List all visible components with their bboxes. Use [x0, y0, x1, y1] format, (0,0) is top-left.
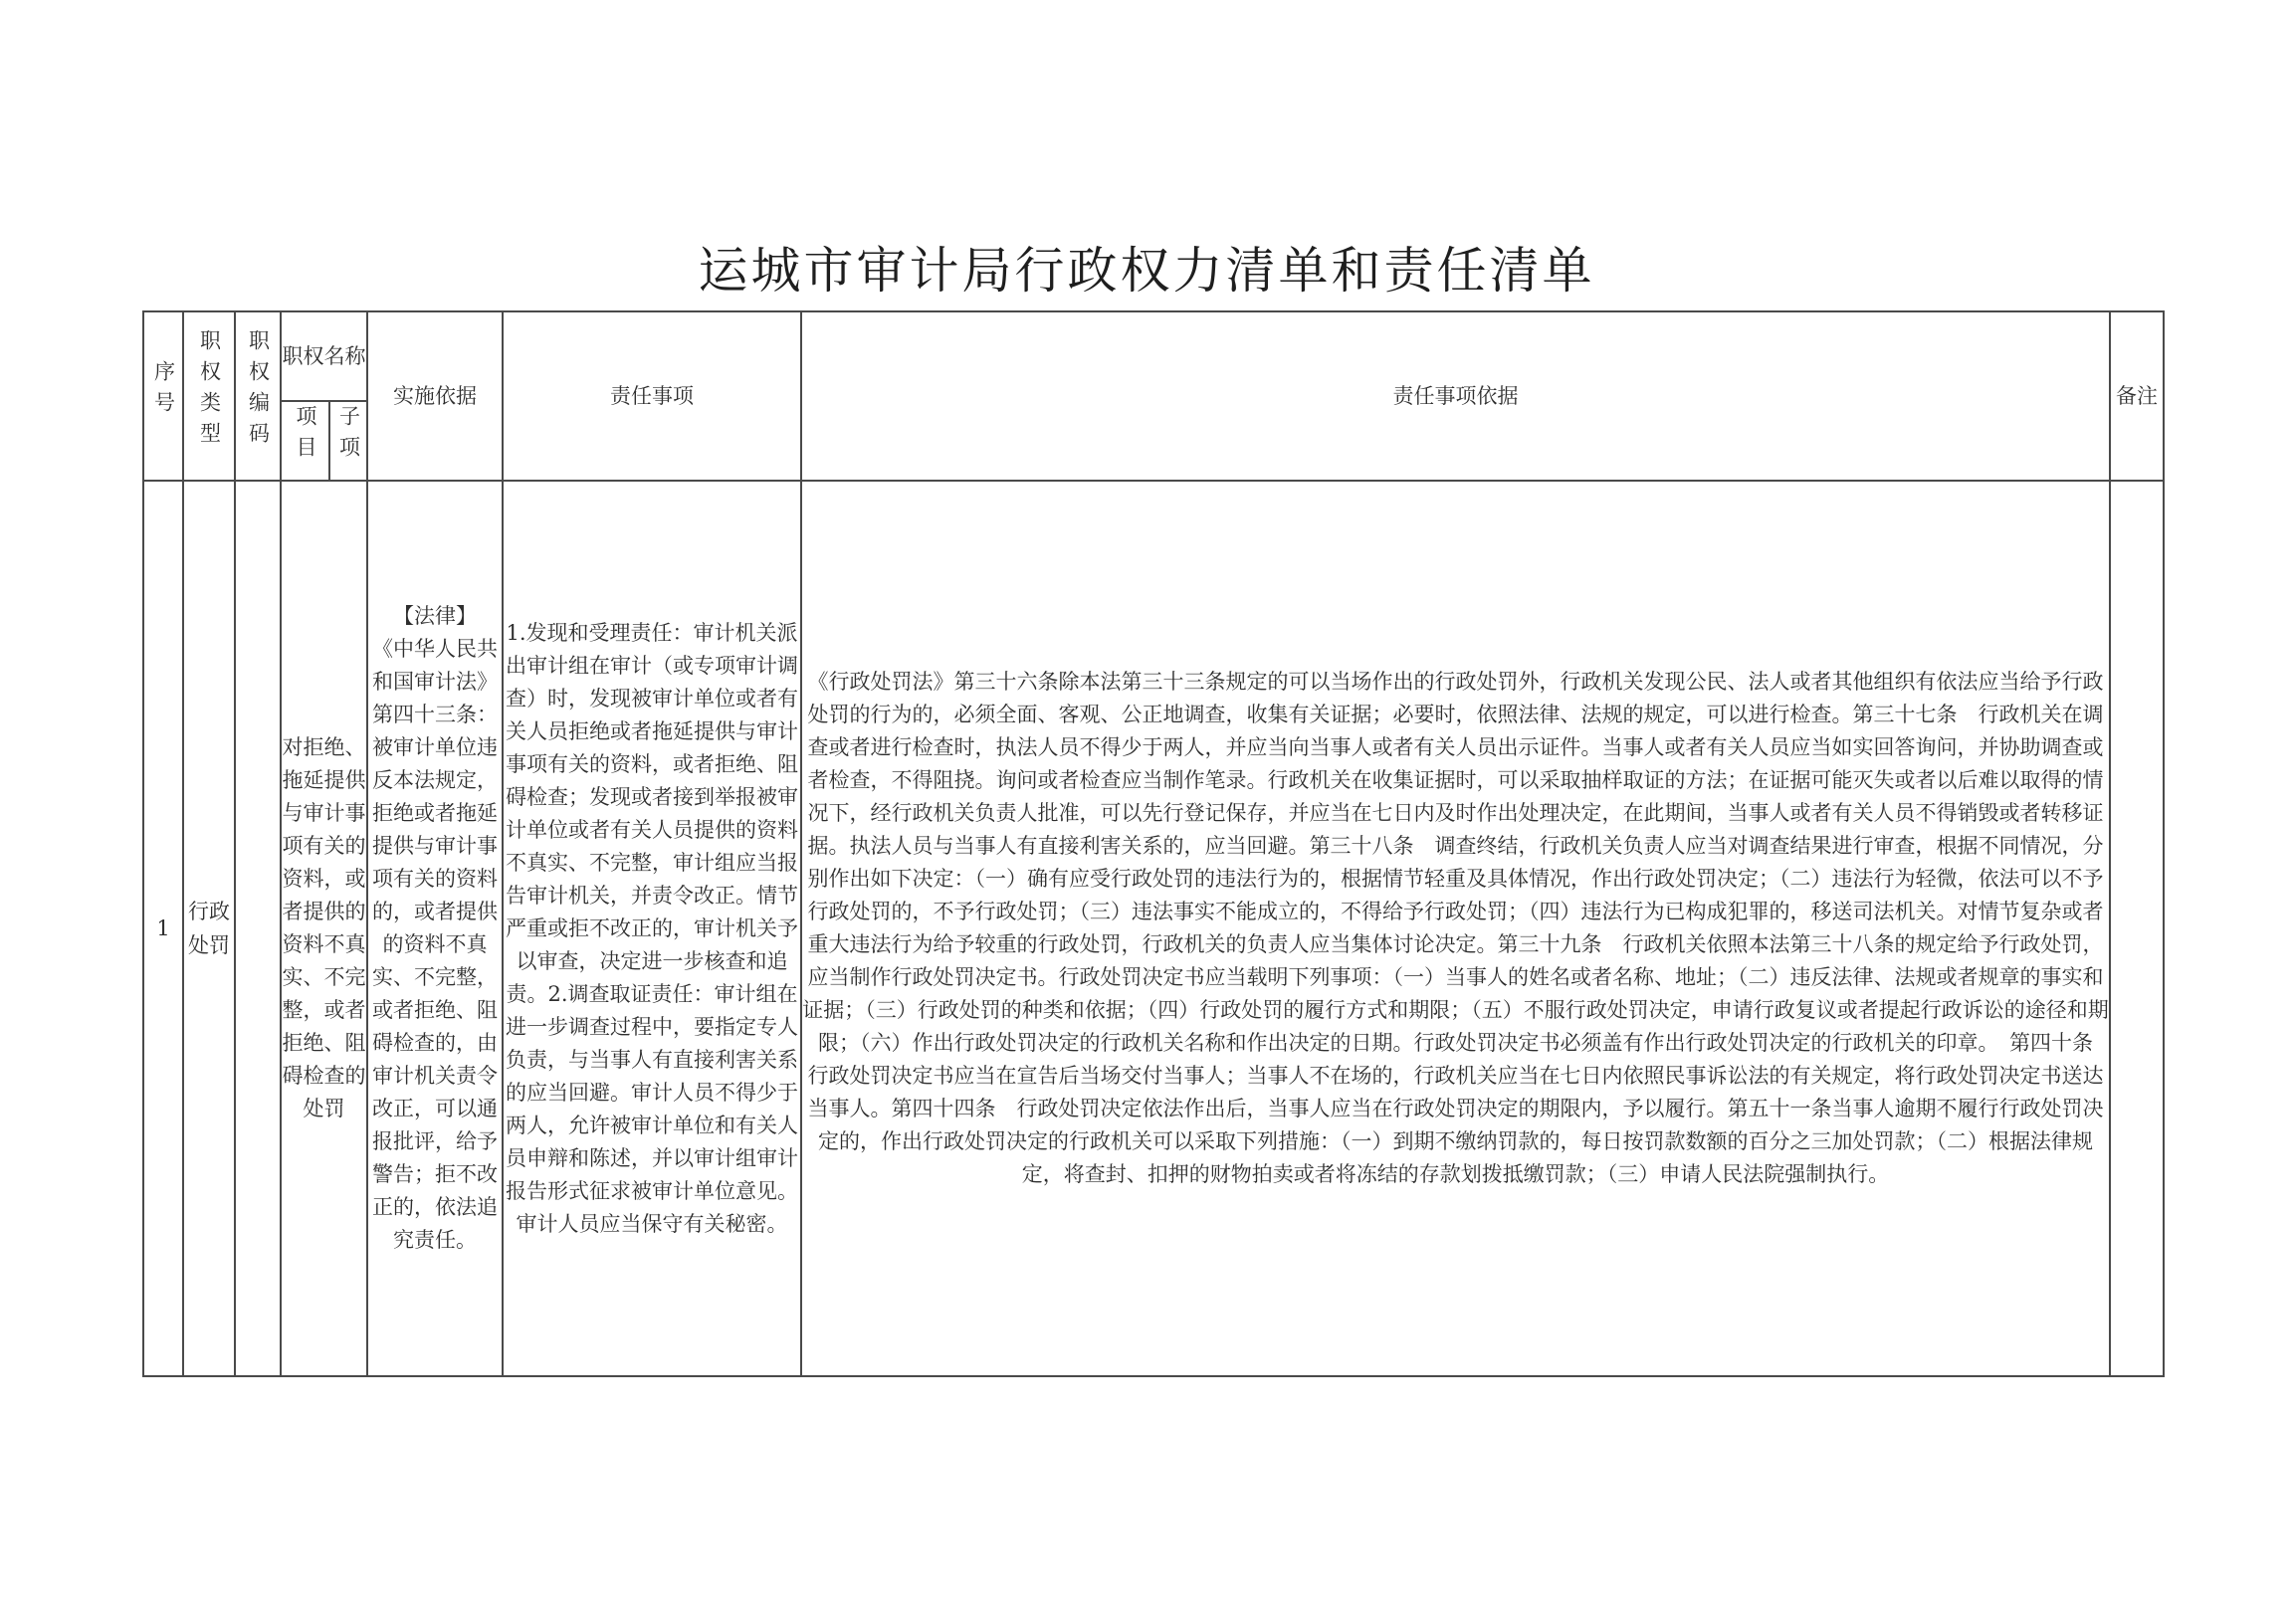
header-duty [503, 311, 801, 481]
row-power-code [235, 481, 281, 1376]
row-item [281, 481, 367, 1376]
header-duty-label: 责任事项 [610, 383, 694, 408]
row-power-type [183, 481, 235, 1376]
header-basis [367, 311, 503, 481]
row-item-value: 对拒绝、拖延提供与审计事项有关的资料，或者提供的资料不真实、不完整，或者拒绝、阻碍检查的处罚 [282, 735, 366, 1120]
row-power-type-value: 行政处罚 [188, 900, 230, 957]
header-power-code [235, 311, 281, 481]
header-subitem [329, 401, 367, 481]
header-subitem-label: 子项 [336, 405, 361, 467]
row-basis [367, 481, 503, 1376]
header-seq-label: 序号 [151, 360, 176, 422]
header-power-type [183, 311, 235, 481]
header-power-name-label: 职权名称 [282, 344, 366, 368]
table-row [143, 481, 2164, 1376]
header-basis-label: 实施依据 [393, 383, 477, 408]
row-duty-text: 1.发现和受理责任：审计机关派出审计组在审计（或专项审计调查）时，发现被审计单位或者有关人员拒绝或者拖延提供与审计事项有关的资料，或者拒绝、阻碍检查；发现或者接到举报被审计单位或者有关人员提供的资料不真实、不完整，审计组应当报告审计机关，并责令改正。情节严重或拒不改正的，审计机关予以审查，决定进一步核查和追责。2.调查取证责任：审计组在进一步调查过程中，要指定专人负责，与当事人有直接利害关系的应当回避。审计人员不得少于两人，允许被审计单位和有关人员申辩和陈述，并以审计组审计报告形式征求被审计单位意见。审计人员应当保守有关秘密。 [506, 620, 798, 1236]
row-duty-basis [801, 481, 2114, 1376]
row-remark [2110, 481, 2164, 1376]
header-duty-basis-label: 责任事项依据 [1392, 383, 1519, 408]
header-remark-label: 备注 [2116, 383, 2158, 408]
header-seq [143, 311, 183, 481]
row-basis-text: 《中华人民共和国审计法》第四十三条：被审计单位违反本法规定，拒绝或者拖延提供与审计事项有关的资料的，或者提供的资料不真实、不完整，或者拒绝、阻碍检查的，由审计机关责令改正，可以通报批评，给予警告；拒不改正的，依法追究责任。 [372, 637, 498, 1252]
row-basis-tag: 【法律】 [393, 604, 477, 628]
header-item-label: 项目 [294, 405, 317, 467]
row-duty-basis-text: 《行政处罚法》第三十六条除本法第三十三条规定的可以当场作出的行政处罚外，行政机关发现公民、法人或者其他组织有依法应当给予行政处罚的行为的，必须全面、客观、公正地调查，收集有关证据；必要时，依照法律、法规的规定，可以进行检查。第三十七条 行政机关在调查或者进行检查时，执法人员不得少于两人，并应当向当事人或者有关人员出示证件。当事人或者有关人员应当如实回答询问，并协助调查或者检查，不得阻挠。询问或者检查应当制作笔录。行政机关在收集证据时，可以采取抽样取证的方法；在证据可能灭失或者以后难以取得的情况下，经行政机关负责人批准，可以先行登记保存，并应当在七日内及时作出处理决定，在此期间，当事人或者有关人员不得销毁或者转移证据。执法人员与当事人有直接利害关系的，应当回避。第三十八条 调查终结，行政机关负责人应当对调查结果进行审查，根据不同情况，分别作出如下决定：（一）确有应受行政处罚的违法行为的，根据情节轻重及具体情况，作出行政处罚决定；（二）违法行为轻微，依法可以不予行政处罚的，不予行政处罚；（三）违法事实不能成立的，不得给予行政处罚；（四）违法行为已构成犯罪的，移送司法机关。对情节复杂或者重大违法行为给予较重的行政处罚，行政机关的负责人应当集体讨论决定。第三十九条 行政机关依照本法第三十八条的规定给予行政处罚，应当制作行政处罚决定书。行政处罚决定书应当载明下列事项：（一）当事人的姓名或者名称、地址；（二）违反法律、法规或者规章的事实和证据；（三）行政处罚的种类和依据；（四）行政处罚的履行方式和期限；（五）不服行政处罚决定，申请行政复议或者提起行政诉讼的途径和期限；（六）作出行政处罚决定的行政机关名称和作出决定的日期。行政处罚决定书必须盖有作出行政处罚决定的行政机关的印章。 第四十条 行政处罚决定书应当在宣告后当场交付当事人；当事人不在场的，行政机关应当在七日内依照民事诉讼法的有关规定，将行政处罚决定书送达当事人。第四十四条 行政处罚决定依法作出后，当事人应当在行政处罚决定的期限内，予以履行。第五十一条当事人逾期不履行行政处罚决定的，作出行政处罚决定的行政机关可以采取下列措施：（一）到期不缴纳罚款的，每日按罚款数额的百分之三加处罚款；（二）根据法律规定，将查封、扣押的财物拍卖或者将冻结的存款划拨抵缴罚款；（三）申请人民法院强制执行。 [802, 670, 2114, 1186]
row-duty [503, 481, 801, 1376]
header-power-type-label: 职权类型 [197, 329, 222, 453]
header-power-name [281, 311, 367, 401]
header-item [281, 401, 329, 481]
header-duty-basis [801, 311, 2110, 481]
header-power-code-label: 职权编码 [246, 329, 271, 453]
header-remark [2110, 311, 2164, 481]
document-title: 运城市审计局行政权力清单和责任清单 [698, 242, 1595, 300]
power-responsibility-table [142, 310, 2165, 1377]
row-seq [143, 481, 183, 1376]
row-seq-value: 1 [156, 915, 170, 940]
